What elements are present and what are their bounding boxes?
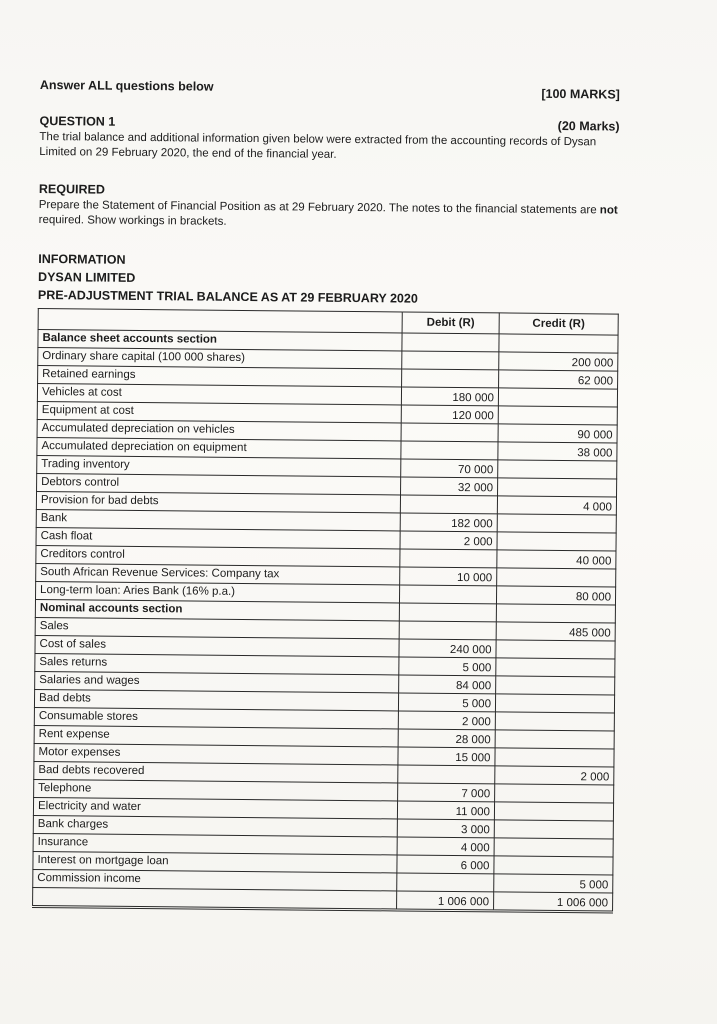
credit-amount	[494, 838, 613, 857]
account-name: Balance sheet accounts section	[38, 329, 402, 350]
debit-amount	[398, 765, 495, 784]
credit-amount: 80 000	[496, 586, 615, 605]
account-name: Ordinary share capital (100 000 shares)	[38, 347, 402, 368]
debit-amount: 5 000	[398, 693, 495, 712]
debit-amount: 182 000	[400, 513, 497, 532]
credit-amount: 485 000	[496, 622, 615, 641]
required-text-after: required. Show workings in brackets.	[38, 213, 227, 228]
account-name: Long-term loan: Aries Bank (16% p.a.)	[35, 581, 399, 602]
account-name: South African Revenue Services: Company tax	[36, 563, 400, 584]
debit-amount	[399, 621, 496, 640]
account-name: Cash float	[36, 527, 400, 548]
debit-amount: 7 000	[398, 783, 495, 802]
credit-amount	[494, 856, 613, 875]
account-name: Sales	[35, 617, 399, 638]
credit-amount: 62 000	[499, 370, 618, 389]
account-name: Sales returns	[35, 653, 399, 674]
total-debit: 1 006 000	[397, 891, 494, 911]
debit-amount: 240 000	[399, 639, 496, 658]
account-name: Provision for bad debts	[36, 491, 400, 512]
debit-amount: 4 000	[397, 837, 494, 856]
credit-amount	[497, 532, 616, 551]
credit-amount	[495, 748, 614, 767]
account-name: Electricity and water	[33, 797, 397, 818]
account-name: Rent expense	[34, 725, 398, 746]
credit-amount	[495, 730, 614, 749]
credit-amount: 38 000	[498, 442, 617, 461]
account-name: Commission income	[33, 869, 397, 890]
debit-amount: 32 000	[401, 477, 498, 496]
account-name: Telephone	[34, 779, 398, 800]
debit-amount: 120 000	[401, 405, 498, 424]
account-name: Accumulated depreciation on vehicles	[37, 419, 401, 440]
credit-amount: 4 000	[497, 496, 616, 515]
credit-amount: 40 000	[497, 550, 616, 569]
account-name: Bank	[36, 509, 400, 530]
debit-amount	[402, 351, 499, 370]
credit-amount: 5 000	[494, 874, 613, 893]
debit-amount	[402, 333, 499, 352]
credit-amount	[495, 784, 614, 803]
debit-amount: 2 000	[398, 711, 495, 730]
debit-amount: 11 000	[397, 801, 494, 820]
account-name: Consumable stores	[34, 707, 398, 728]
credit-amount: 200 000	[499, 352, 618, 371]
information-title: INFORMATION	[38, 251, 126, 267]
required-text-before: Prepare the Statement of Financial Position as at 29 February 2020. The notes to the financial statements are	[38, 198, 600, 217]
account-name: Bad debts	[34, 689, 398, 710]
account-name: Debtors control	[37, 473, 401, 494]
required-text	[39, 198, 619, 234]
account-name: Equipment at cost	[37, 401, 401, 422]
credit-amount	[495, 712, 614, 731]
required-title: REQUIRED	[38, 181, 105, 197]
total-marks: [100 MARKS]	[541, 86, 620, 102]
credit-amount	[496, 640, 615, 659]
debit-amount	[399, 603, 496, 622]
account-name: Motor expenses	[34, 743, 398, 764]
credit-amount	[495, 694, 614, 713]
debit-amount: 70 000	[401, 459, 498, 478]
credit-amount	[498, 388, 617, 407]
credit-amount: 90 000	[498, 424, 617, 443]
credit-amount	[494, 802, 613, 821]
total-credit: 1 006 000	[494, 892, 613, 912]
question-marks: (20 Marks)	[557, 118, 620, 134]
debit-amount: 28 000	[398, 729, 495, 748]
debit-amount: 6 000	[397, 855, 494, 874]
account-name: Interest on mortgage loan	[33, 851, 397, 872]
credit-amount	[496, 604, 615, 623]
debit-amount	[401, 423, 498, 442]
account-name: Vehicles at cost	[37, 383, 401, 404]
required-block	[39, 182, 619, 234]
credit-amount	[498, 460, 617, 479]
credit-amount	[497, 568, 616, 587]
credit-amount	[494, 820, 613, 839]
debit-amount: 2 000	[400, 531, 497, 550]
debit-amount: 5 000	[399, 657, 496, 676]
account-name: Trading inventory	[37, 455, 401, 476]
debit-amount	[397, 873, 494, 892]
question-block	[39, 108, 619, 166]
account-name: Bad debts recovered	[34, 761, 398, 782]
instruction: Answer ALL questions below	[39, 78, 214, 94]
account-name: Bank charges	[33, 815, 397, 836]
account-name: Nominal accounts section	[35, 599, 399, 620]
debit-amount	[399, 585, 496, 604]
debit-amount: 10 000	[400, 567, 497, 586]
credit-amount	[499, 334, 618, 353]
exam-sheet	[32, 78, 620, 914]
required-text-bold: not	[599, 204, 618, 217]
credit-amount	[496, 676, 615, 695]
credit-amount	[496, 658, 615, 677]
question-title: QUESTION 1	[39, 113, 116, 129]
account-name: Creditors control	[36, 545, 400, 566]
table-body	[33, 329, 619, 912]
information-block	[38, 250, 618, 310]
account-name: Insurance	[33, 833, 397, 854]
credit-amount: 2 000	[495, 766, 614, 785]
account-name: Accumulated depreciation on equipment	[37, 437, 401, 458]
trial-balance-table	[32, 308, 619, 914]
header	[40, 78, 620, 102]
credit-amount	[497, 514, 616, 533]
question-intro: The trial balance and additional information given below were extracted from the accounting records of Dysan Limited on 29 February 2020, the end of the financial year.	[39, 130, 597, 161]
debit-amount: 15 000	[398, 747, 495, 766]
statement-title: PRE-ADJUSTMENT TRIAL BALANCE AS AT 29 FEBRUARY 2020	[37, 287, 418, 306]
total-label	[33, 887, 397, 909]
credit-amount	[498, 406, 617, 425]
company-name: DYSAN LIMITED	[38, 269, 136, 285]
account-name: Cost of sales	[35, 635, 399, 656]
debit-amount: 180 000	[401, 387, 498, 406]
debit-amount	[401, 441, 498, 460]
header-credit: Credit (R)	[499, 313, 618, 335]
credit-amount	[498, 478, 617, 497]
account-name: Retained earnings	[38, 365, 402, 386]
account-name: Salaries and wages	[35, 671, 399, 692]
debit-amount	[402, 369, 499, 388]
debit-amount	[400, 549, 497, 568]
debit-amount: 84 000	[399, 675, 496, 694]
debit-amount: 3 000	[397, 819, 494, 838]
header-debit: Debit (R)	[402, 312, 499, 334]
debit-amount	[400, 495, 497, 514]
